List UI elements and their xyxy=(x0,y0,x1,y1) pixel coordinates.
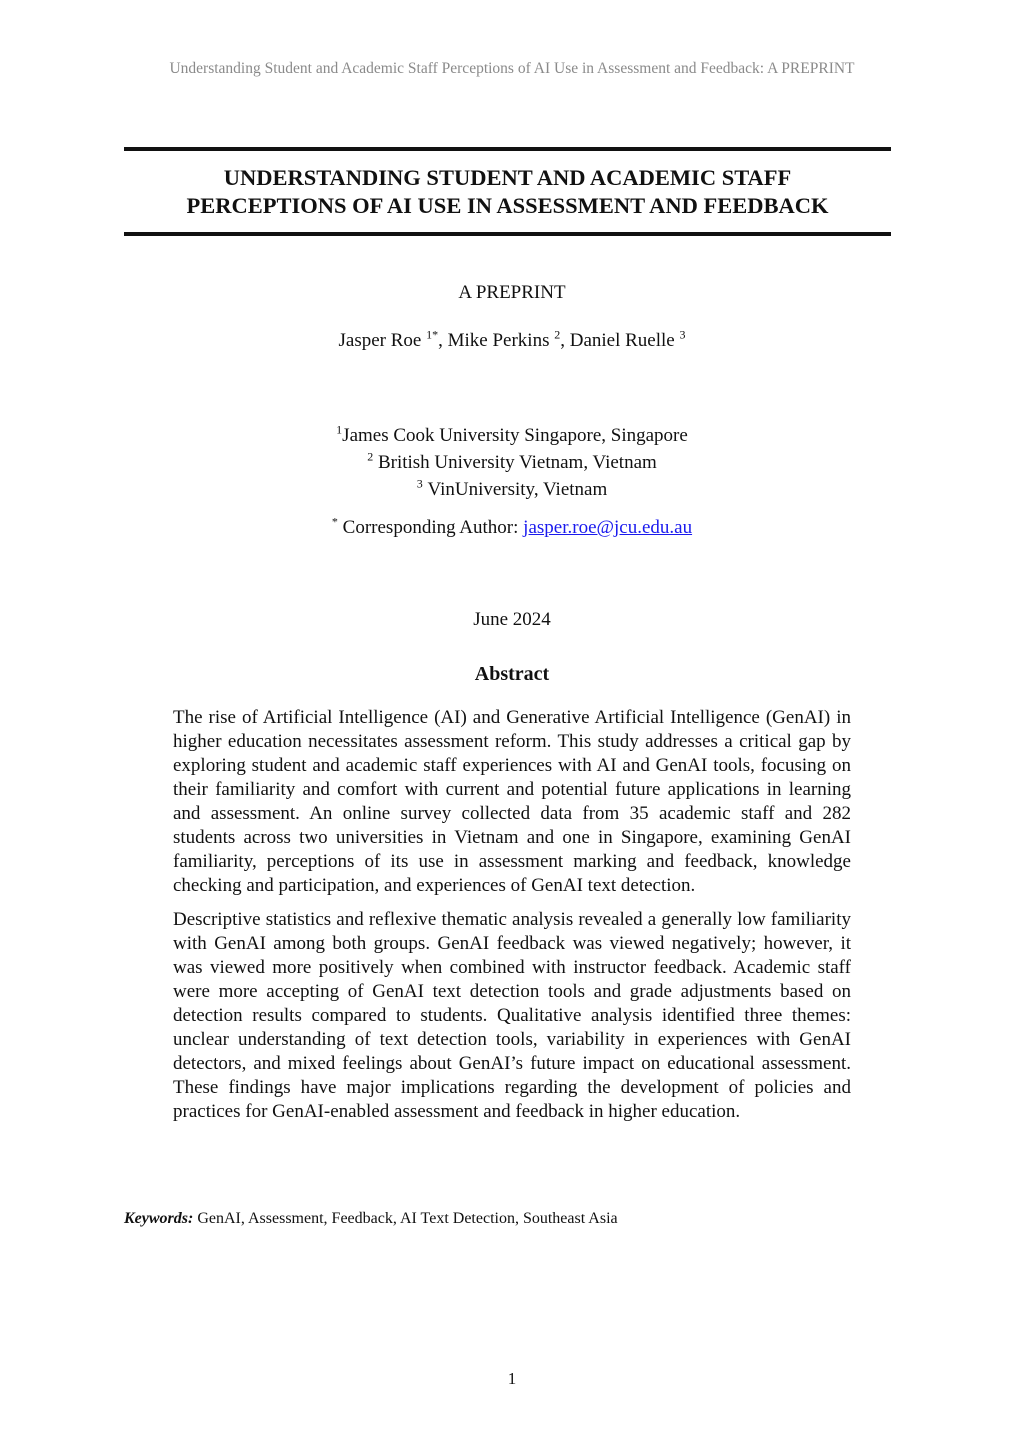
corresponding-sup: * xyxy=(331,514,338,529)
publication-date: June 2024 xyxy=(473,609,551,630)
author-affiliation-sup: 2 xyxy=(554,327,561,342)
abstract-body xyxy=(173,706,851,1134)
title-bottom-rule xyxy=(124,232,891,236)
corresponding-email-link[interactable]: jasper.roe@jcu.edu.au xyxy=(523,517,693,538)
corresponding-author xyxy=(0,516,1024,540)
affiliation-sup: 2 xyxy=(367,449,374,464)
paper-title-line-1: UNDERSTANDING STUDENT AND ACADEMIC STAFF xyxy=(223,165,792,190)
author-affiliation-sup: 3 xyxy=(679,327,686,342)
title-top-rule xyxy=(124,147,891,151)
keywords-label: Keywords: xyxy=(124,1210,194,1227)
affiliation-text: James Cook University Singapore, Singapore xyxy=(342,425,688,446)
author-list: Jasper Roe $^{1*}$, Mike Perkins $^2$, Daniel Ruelle $^3$ xyxy=(338,327,686,351)
author-affiliation-sup: 1* xyxy=(426,327,439,342)
page-number: 1 xyxy=(507,1369,517,1388)
author-name: Jasper Roe xyxy=(338,330,422,351)
abstract-paragraph-1: The rise of Artificial Intelligence (AI) and Generative Artificial Intelligence (GenAI) in higher education necessitates assessment reform. This study addresses a critical gap by exploring student and academic staff experiences with AI and GenAI tools, focusing on their familiarity and comfort with current and potential future applications in learning and assessment. An online survey collected data from 35 academic staff and 282 students across two universities in Vietnam and one in Singapore, examining GenAI familiarity, perceptions of its use in assessment marking and feedback, knowledge checking and participation, and experiences of GenAI text detection. xyxy=(173,707,851,896)
running-header: Understanding Student and Academic Staff Perceptions of AI Use in Assessment and Feedback: A PREPRINT xyxy=(169,60,855,77)
affiliation-text: British University Vietnam, Vietnam xyxy=(377,452,657,473)
author-name: Mike Perkins xyxy=(447,330,550,351)
author-name: Daniel Ruelle xyxy=(569,330,675,351)
affiliation-sup: 1 xyxy=(336,422,343,437)
affiliation-text: VinUniversity, Vietnam xyxy=(427,479,608,500)
preprint-label: A PREPRINT xyxy=(458,282,566,303)
corresponding-label: Corresponding Author: xyxy=(342,517,519,538)
keywords xyxy=(124,1209,891,1229)
affiliation-1 xyxy=(0,424,1024,448)
keywords-text: GenAI, Assessment, Feedback, AI Text Detection, Southeast Asia xyxy=(197,1210,618,1227)
paper-title xyxy=(124,164,891,220)
affiliation-3 xyxy=(0,478,1024,502)
affiliation-sup: 3 xyxy=(416,476,423,491)
affiliation-2 xyxy=(0,451,1024,475)
abstract-paragraph-2: Descriptive statistics and reflexive thematic analysis revealed a generally low familiarity with GenAI among both groups. GenAI feedback was viewed negatively; however, it was viewed more positively when combined with instructor feedback. Academic staff were more accepting of GenAI text detection tools and grade adjustments based on detection results compared to students. Qualitative analysis identified three themes: unclear understanding of text detection tools, variability in experiences with GenAI detectors, and mixed feelings about GenAI’s future impact on educational assessment. These findings have major implications regarding the development of policies and practices for GenAI-enabled assessment and feedback in higher education. xyxy=(173,909,851,1122)
paper-title-line-2: PERCEPTIONS OF AI USE IN ASSESSMENT AND FEEDBACK xyxy=(186,193,829,218)
abstract-heading: Abstract xyxy=(474,663,550,685)
